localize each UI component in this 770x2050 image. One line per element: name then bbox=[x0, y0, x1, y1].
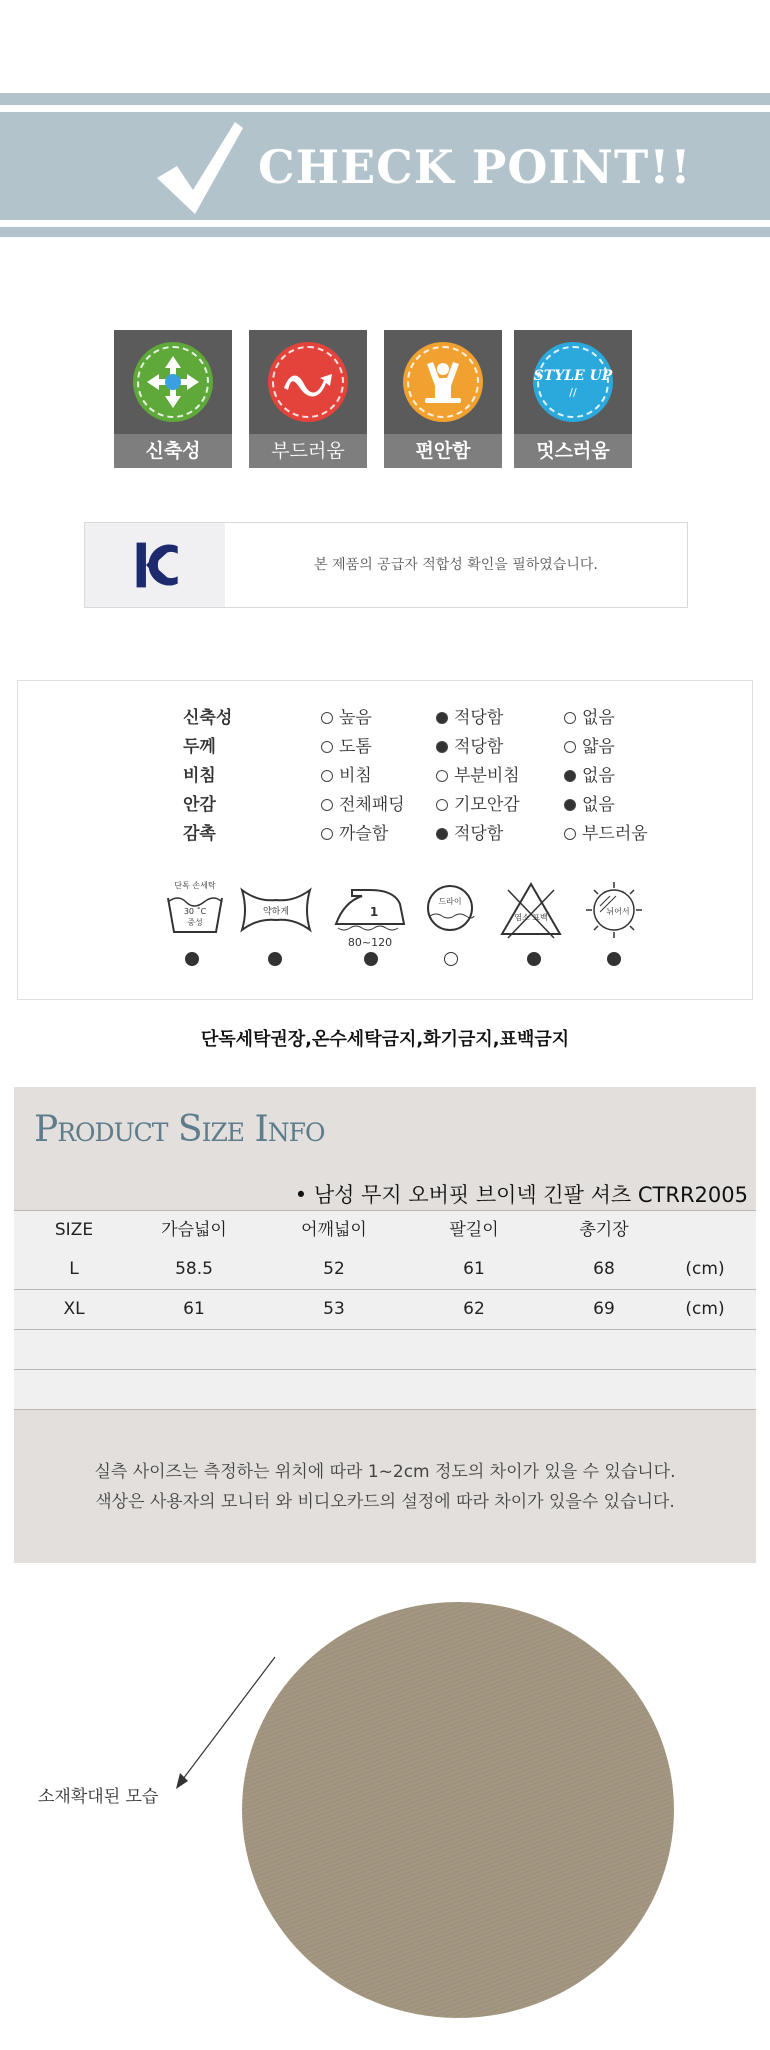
svg-text:뉘어서: 뉘어서 bbox=[606, 907, 630, 916]
radio-empty-icon bbox=[436, 799, 448, 811]
header-cell: SIZE bbox=[54, 1220, 94, 1240]
banner-stripe-top bbox=[0, 93, 770, 105]
care-indicator-filled bbox=[364, 952, 378, 966]
feature-card-comfort bbox=[384, 330, 502, 468]
care-instructions-note: 단독세탁권장,온수세탁금지,화기금지,표백금지 bbox=[200, 1029, 570, 1050]
radio-empty-icon bbox=[321, 828, 333, 840]
feature-card-style bbox=[514, 330, 632, 468]
attribute-option: 비침 bbox=[321, 761, 372, 786]
dry-clean-icon bbox=[422, 880, 478, 936]
kc-logo-area bbox=[85, 523, 225, 607]
feature-label: 멋스러움 bbox=[514, 434, 632, 468]
size-table-header bbox=[14, 1210, 756, 1251]
header-cell: 가슴넓이 bbox=[161, 1220, 227, 1240]
attribute-name: 신축성 bbox=[183, 708, 233, 728]
feature-label: 신축성 bbox=[114, 434, 232, 468]
banner-title: CHECK POINT!! bbox=[258, 140, 692, 194]
radio-empty-icon bbox=[436, 770, 448, 782]
size-note-line: 색상은 사용자의 모니터 와 비디오카드의 설정에 따라 차이가 있을수 있습니다. bbox=[95, 1492, 675, 1512]
wring-gently-icon bbox=[236, 880, 316, 940]
pointer-arrow-icon bbox=[170, 1655, 280, 1795]
banner-stripe-bottom bbox=[0, 227, 770, 237]
kc-logo-icon bbox=[131, 537, 187, 593]
table-row: XL 61 53 62 69 (cm) bbox=[14, 1290, 756, 1330]
feature-card-soft bbox=[249, 330, 367, 468]
style-up-text: STYLE UP bbox=[533, 368, 613, 384]
attribute-name: 비침 bbox=[183, 766, 216, 786]
svg-text:드라이: 드라이 bbox=[438, 897, 462, 906]
attribute-option: 없음 bbox=[564, 761, 615, 786]
hand-wash-30-icon bbox=[160, 880, 230, 940]
attribute-name: 두께 bbox=[183, 737, 216, 757]
radio-empty-icon bbox=[564, 712, 576, 724]
attribute-option: 부분비침 bbox=[436, 761, 520, 786]
fabric-attributes-panel bbox=[17, 680, 753, 1000]
header-cell: 총기장 bbox=[579, 1220, 629, 1240]
svg-text:단독 손세탁: 단독 손세탁 bbox=[174, 881, 216, 890]
svg-text:약하게: 약하게 bbox=[262, 907, 290, 917]
attribute-option: 까슬함 bbox=[321, 819, 388, 844]
radio-empty-icon bbox=[564, 741, 576, 753]
attribute-row-texture bbox=[18, 819, 752, 847]
care-indicator-empty bbox=[444, 952, 458, 966]
header-cell: 어깨넓이 bbox=[301, 1220, 367, 1240]
size-info-title: Product Size Info bbox=[34, 1109, 325, 1150]
no-bleach-icon bbox=[498, 880, 564, 940]
feature-card-stretch bbox=[114, 330, 232, 468]
radio-empty-icon bbox=[321, 799, 333, 811]
attribute-option: 도톰 bbox=[321, 732, 372, 757]
svg-text:중성: 중성 bbox=[187, 918, 203, 927]
radio-filled-icon bbox=[436, 828, 448, 840]
attribute-option: 높음 bbox=[321, 703, 372, 728]
radio-empty-icon bbox=[321, 712, 333, 724]
svg-text:염소 표백: 염소 표백 bbox=[514, 913, 548, 922]
attribute-option: 적당함 bbox=[436, 732, 503, 757]
comfort-person-icon bbox=[403, 342, 483, 422]
attribute-row-lining bbox=[18, 790, 752, 818]
svg-text:80~120: 80~120 bbox=[347, 936, 393, 949]
attribute-option: 부드러움 bbox=[564, 819, 648, 844]
iron-icon bbox=[330, 880, 410, 950]
attribute-row-stretch bbox=[18, 703, 752, 731]
attribute-option: 없음 bbox=[564, 790, 615, 815]
stretch-arrows-icon bbox=[133, 342, 213, 422]
care-indicator-filled bbox=[607, 952, 621, 966]
radio-empty-icon bbox=[321, 741, 333, 753]
feature-label: 부드러움 bbox=[249, 434, 367, 468]
attribute-name: 안감 bbox=[183, 795, 216, 815]
kc-text: 본 제품의 공급자 적합성 확인을 필하였습니다. bbox=[314, 557, 598, 573]
checkmark-icon bbox=[155, 118, 245, 218]
care-indicator-filled bbox=[185, 952, 199, 966]
table-row-empty bbox=[14, 1370, 756, 1410]
soft-wave-icon bbox=[268, 342, 348, 422]
kc-certification-box bbox=[84, 522, 688, 608]
svg-text:30 ˚C: 30 ˚C bbox=[183, 907, 207, 916]
lay-flat-dry-icon bbox=[584, 880, 644, 940]
svg-text:1: 1 bbox=[369, 905, 379, 919]
attribute-name: 감촉 bbox=[183, 824, 216, 844]
product-name: • 남성 무지 오버핏 브이넥 긴팔 셔츠 CTRR2005 bbox=[294, 1183, 748, 1207]
attribute-option: 기모안감 bbox=[436, 790, 520, 815]
attribute-option: 적당함 bbox=[436, 703, 503, 728]
feature-label: 편안함 bbox=[384, 434, 502, 468]
table-row-empty bbox=[14, 1330, 756, 1370]
care-indicator-filled bbox=[268, 952, 282, 966]
fabric-closeup-image bbox=[242, 1602, 674, 2018]
fabric-closeup-label: 소재확대된 모습 bbox=[38, 1787, 159, 1807]
radio-empty-icon bbox=[564, 828, 576, 840]
radio-filled-icon bbox=[564, 770, 576, 782]
table-row: L 58.5 52 61 68 (cm) bbox=[14, 1250, 756, 1290]
attribute-row-sheerness bbox=[18, 761, 752, 789]
attribute-option: 적당함 bbox=[436, 819, 503, 844]
attribute-option: 없음 bbox=[564, 703, 615, 728]
radio-empty-icon bbox=[321, 770, 333, 782]
header-cell: 팔길이 bbox=[449, 1220, 499, 1240]
style-up-icon: STYLE UP // bbox=[533, 342, 613, 422]
radio-filled-icon bbox=[436, 712, 448, 724]
care-indicator-filled bbox=[527, 952, 541, 966]
size-info-section bbox=[14, 1087, 756, 1563]
attribute-option: 전체패딩 bbox=[321, 790, 405, 815]
radio-filled-icon bbox=[436, 741, 448, 753]
size-notes bbox=[14, 1457, 756, 1517]
size-note-line: 실측 사이즈는 측정하는 위치에 따라 1~2cm 정도의 차이가 있을 수 있습니다. bbox=[94, 1462, 676, 1482]
attribute-row-thickness bbox=[18, 732, 752, 760]
attribute-option: 얇음 bbox=[564, 732, 615, 757]
radio-filled-icon bbox=[564, 799, 576, 811]
